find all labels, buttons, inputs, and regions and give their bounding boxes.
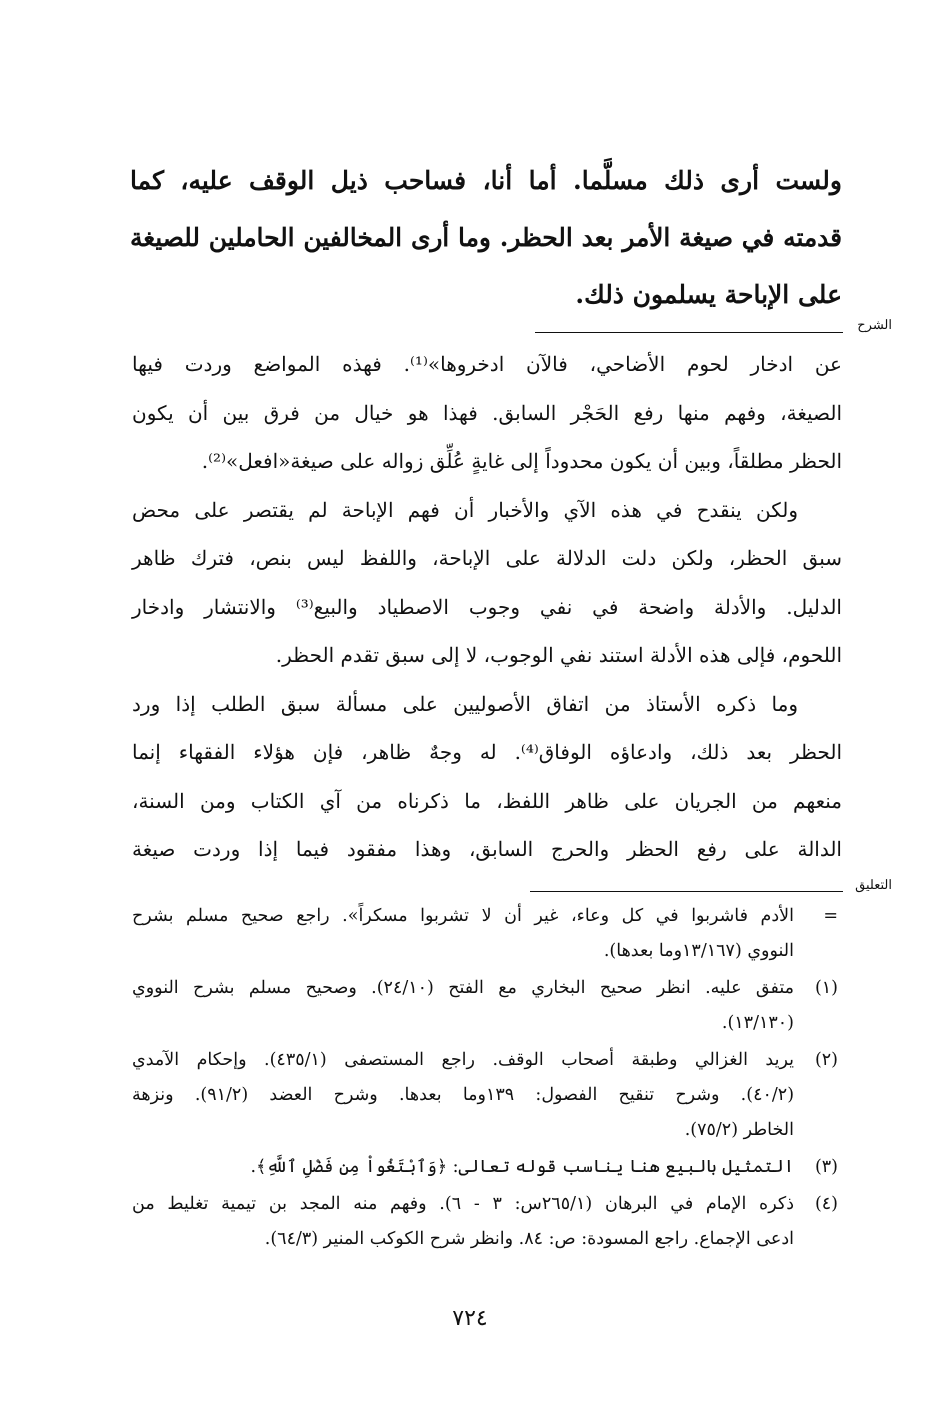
commentary-line: منعهم من الجريان على ظاهر اللفظ، ما ذكرناه من آي الكتاب ومن السنة، — [132, 788, 842, 813]
footnote-line: الأدم فاشربوا في كل وعاء، غير أن لا تشربوا مسكراً». راجع صحيح مسلم بشرح — [132, 906, 794, 926]
footnote-line: ادعى الإجماع. راجع المسودة: ص: ٨٤. وانظر شرح الكوكب المنير (٦٤/٣). — [264, 1229, 794, 1249]
main-text — [130, 152, 842, 323]
footnote-marker: (٣) — [814, 1157, 838, 1177]
commentary-line: اللحوم، فإلى هذه الأدلة استند نفي الوجوب، لا إلى سبق تقدم الحظر. — [275, 643, 842, 667]
footnote-marker: (٢) — [814, 1050, 838, 1070]
commentary-line: عن ادخار لحوم الأضاحي، فالآن ادخروها»⁽¹⁾. فهذه المواضع وردت فيها — [132, 352, 842, 376]
commentary-line: الحظر بعد ذلك، وادعاؤه الوفاق⁽⁴⁾. له وجهٌ ظاهر، فإن هؤلاء الفقهاء إنما — [132, 740, 842, 764]
commentary-line: الحظر مطلقاً، وبين أن يكون محدوداً إلى غايةٍ عُلِّق زواله على صيغة«افعل»⁽²⁾. — [201, 449, 842, 473]
commentary-line: الصيغة، وفهم منها رفع الحَجْر السابق. فهذا هو خيال من فرق بين أن يكون — [132, 400, 842, 425]
footnote-marker: (٤) — [814, 1194, 838, 1214]
commentary-divider — [535, 332, 843, 333]
footnote-line: ذكره الإمام في البرهان (٢٦٥/١س: ٣ - ٦). وفهم منه المجد بن تيمية تغليط من — [132, 1194, 794, 1214]
footnote-3 — [132, 1150, 842, 1185]
footnote-line: الخاطر (٧٥/٢). — [684, 1120, 794, 1140]
footnote-line: متفق عليه. انظر صحيح البخاري مع الفتح (٢٤/١٠). وصحيح مسلم بشرح النووي — [132, 978, 794, 998]
commentary-label: الشرح — [857, 318, 892, 333]
page-number: ٧٢٤ — [452, 1306, 488, 1331]
footnote-line: (٤٠/٢). وشرح تنقيح الفصول: ١٣٩وما بعدها. وشرح العضد (٩١/٢). ونزهة — [132, 1085, 795, 1105]
main-text-line: قدمته في صيغة الأمر بعد الحظر. وما أرى المخالفين الحاملين للصيغة — [130, 223, 842, 252]
footnote-line: يريد الغزالي وطبقة أصحاب الوقف. راجع المستصفى (٤٣٥/١). وإحكام الآمدي — [132, 1050, 795, 1070]
footnotes — [132, 899, 842, 1259]
footnote-marker: (١) — [814, 978, 838, 998]
footnote-marker: = — [823, 906, 838, 926]
main-text-line: ولست أرى ذلك مسلَّما. أما أنا، فساحب ذيل الوقف عليه، كما — [130, 166, 842, 195]
footnote-continuation — [132, 899, 842, 969]
footnote-line: التمثيل بالبيع هنا يناسب قوله تعالى: ﴿وَٱبْتَغُواْ مِن فَضْلِ ٱللَّهِ﴾. — [250, 1157, 794, 1177]
commentary-line: وما ذكره الأستاذ من اتفاق الأصوليين على مسألة سبق الطلب إذا ورد — [132, 691, 798, 716]
footnote-2 — [132, 1043, 842, 1148]
footnote-4 — [132, 1187, 842, 1257]
notes-divider — [530, 891, 843, 892]
notes-label: التعليق — [855, 878, 892, 893]
main-text-line: على الإباحة يسلمون ذلك. — [575, 280, 842, 309]
commentary-line: الدالة على رفع الحظر والحرج السابق، وهذا مفقود فيما إذا وردت صيغة — [132, 837, 842, 861]
commentary-text — [132, 340, 842, 874]
footnote-line: النووي (١٣/١٦٧وما بعدها). — [603, 941, 794, 961]
commentary-line: الدليل. والأدلة واضحة في نفي وجوب الاصطياد والبيع⁽³⁾ والانتشار وادخار — [132, 594, 842, 619]
footnote-1 — [132, 971, 842, 1041]
footnote-line: (١٣/١٣٠). — [721, 1013, 794, 1033]
commentary-line: سبق الحظر، ولكن دلت الدلالة على الإباحة، واللفظ ليس بنص، فترك ظاهر — [132, 546, 842, 570]
commentary-line: ولكن ينقدح في هذه الآي والأخبار أن فهم الإباحة لم يقتصر على محض — [132, 497, 798, 522]
